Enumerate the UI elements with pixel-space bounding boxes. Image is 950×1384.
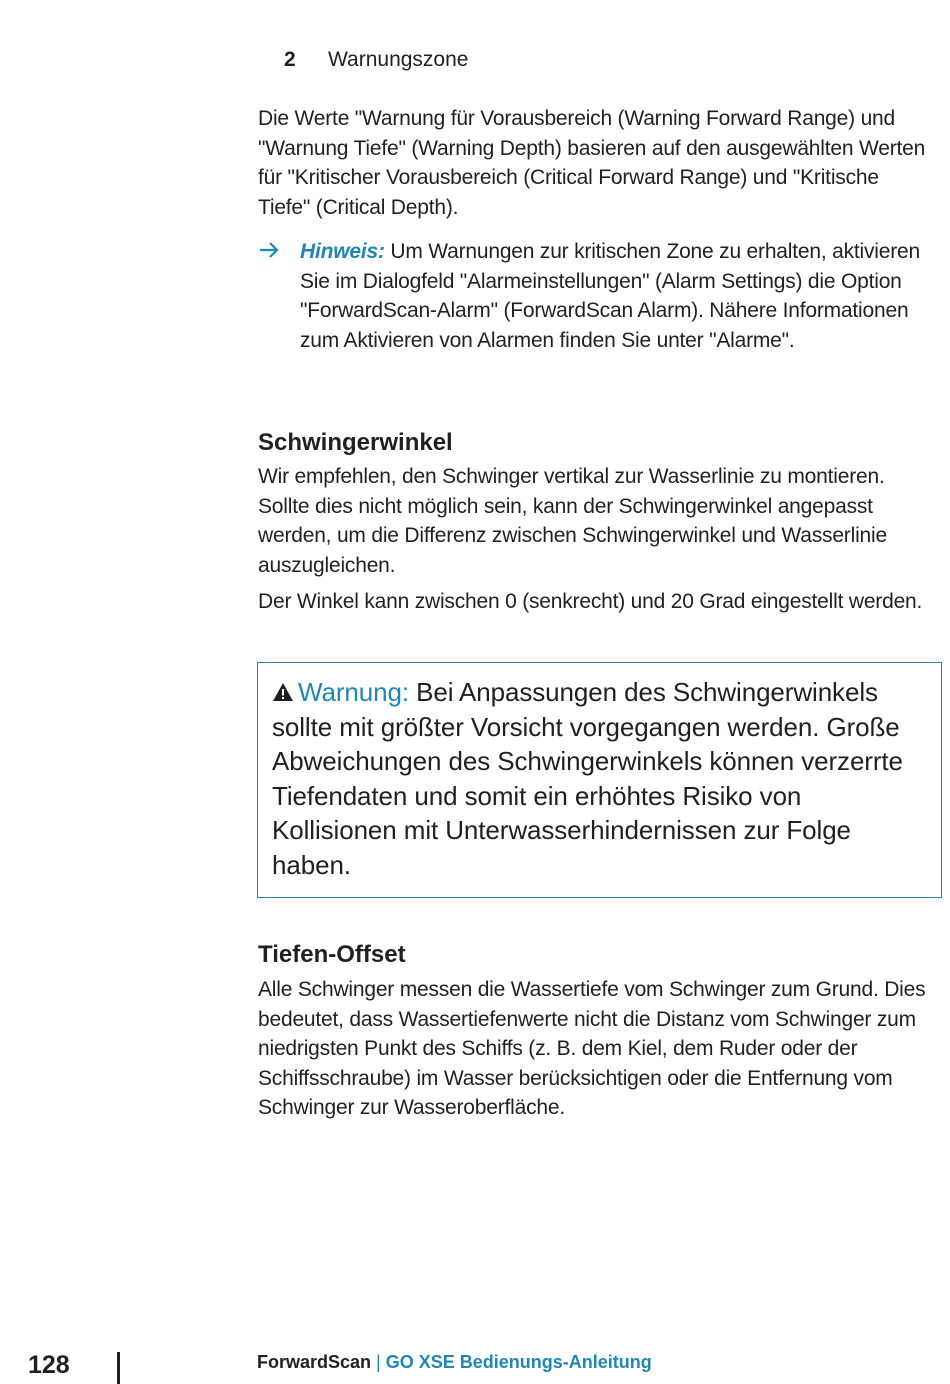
angle-paragraph-2: Der Winkel kann zwischen 0 (senkrecht) und 20 Grad eingestellt werden. <box>258 590 923 613</box>
page-number: 128 <box>28 1351 70 1379</box>
note-block <box>258 237 933 355</box>
intro-paragraph: Die Werte "Warnung für Vorausbereich (Warning Forward Range) und "Warnung Tiefe" (Warning Depth) basieren auf den ausgewählten Werten für "Kritischer Vorausbereich (Critical Forward Range) und "Kritische Tiefe" (Critical Depth). <box>258 107 926 219</box>
angle-paragraph-1: Wir empfehlen, den Schwinger vertikal zur Wasserlinie zu montieren. Sollte dies nicht möglich sein, kann der Schwingerwinkel angepasst werden, um die Differenz zwischen Schwingerwinkel und Wasserlinie auszugleichen. <box>258 465 887 577</box>
footer-title <box>257 1350 652 1374</box>
note-body <box>300 237 933 355</box>
arrow-right-icon <box>258 237 280 267</box>
offset-paragraph: Alle Schwinger messen die Wassertiefe vom Schwinger zum Grund. Dies bedeutet, dass Wassertiefenwerte nicht die Distanz vom Schwinger zum niedrigsten Punkt des Schiffs (z. B. dem Kiel, dem Ruder oder der Schiffsschraube) im Wasser berücksichtigen oder die Entfernung vom Schwinger zur Wasseroberfläche. <box>258 978 926 1120</box>
heading-schwingerwinkel: Schwingerwinkel <box>258 429 453 456</box>
numbered-item <box>284 46 468 74</box>
footer-chapter: ForwardScan <box>257 1352 372 1372</box>
item-text: Warnungszone <box>328 48 469 71</box>
warning-text: Bei Anpassungen des Schwingerwinkels sollte mit größter Vorsicht vorgegangen werden. Große Abweichungen des Schwingerwinkels können verzerrte Tiefendaten und somit ein erhöhtes Risiko von Kollisionen mit Unterwasserhindernissen zur Folge haben. <box>272 677 903 880</box>
warning-box <box>257 662 942 898</box>
warning-triangle-icon <box>272 676 294 696</box>
footer-divider <box>117 1352 120 1384</box>
note-text: Um Warnungen zur kritischen Zone zu erhalten, aktivieren Sie im Dialogfeld "Alarmeinstellungen" (Alarm Settings) die Option "ForwardScan-Alarm" (ForwardScan Alarm). Nähere Informationen zum Aktivieren von Alarmen finden Sie unter "Alarme". <box>300 240 920 352</box>
footer-separator: | <box>376 1352 381 1372</box>
footer-manual-title: GO XSE Bedienungs-Anleitung <box>385 1352 652 1372</box>
heading-tiefen-offset: Tiefen-Offset <box>258 941 406 968</box>
item-number: 2 <box>284 48 296 71</box>
warning-label: Warnung: <box>298 677 409 707</box>
note-label: Hinweis: <box>300 240 385 263</box>
